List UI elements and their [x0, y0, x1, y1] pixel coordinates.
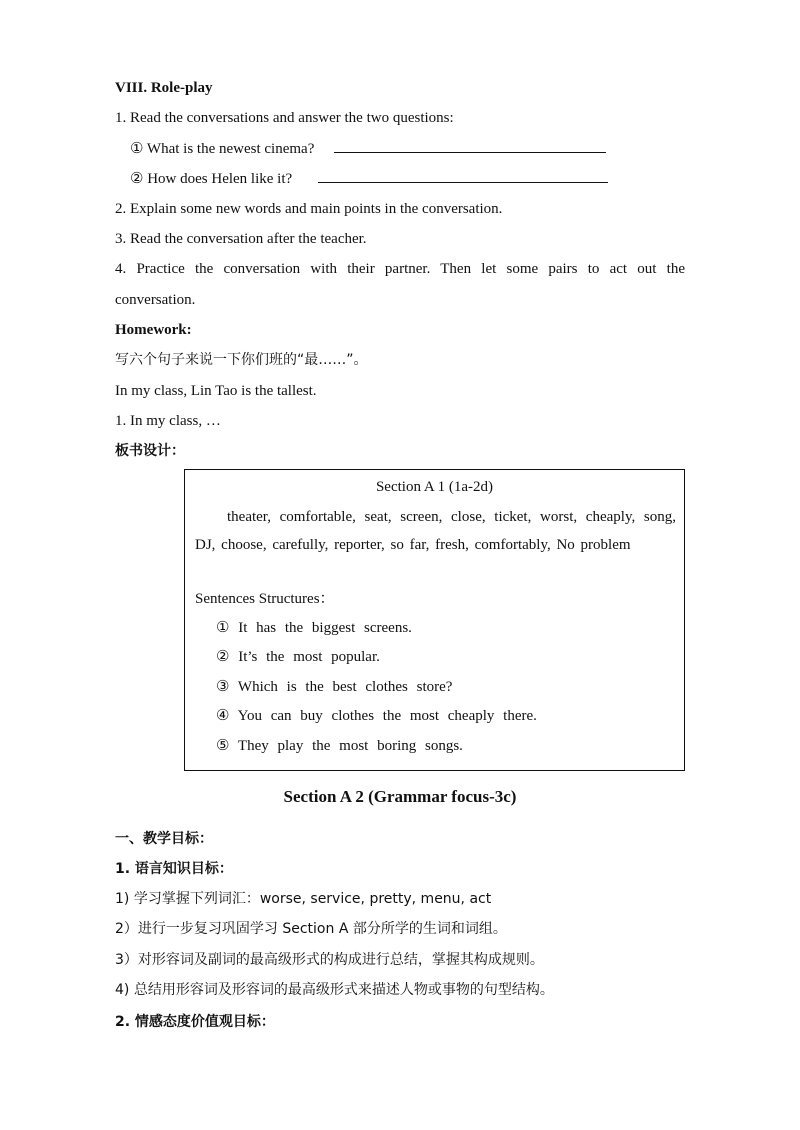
board-vocabulary: theater, comfortable, seat, screen, close, ticket, worst, cheaply, song, DJ, choose, carefully, reporter, so far, fresh, comfortably, No problem [195, 509, 676, 553]
board-sentence: ② It’s the most popular. [216, 649, 380, 665]
language-goals-title: 1. 语言知识目标： [115, 861, 233, 877]
board-design-label: 板书设计： [115, 443, 185, 459]
goal-item-1: 1) 学习掌握下列词汇：worse, service, pretty, menu, act [115, 891, 492, 907]
board-sentence: ① It has the biggest screens. [216, 620, 412, 636]
roleplay-step-1: 1. Read the conversations and answer the two questions: [115, 110, 454, 126]
goal-item-2: 2）进行一步复习巩固学习 Section A 部分所学的生词和词组。 [115, 921, 507, 937]
roleplay-step-3: 3. Read the conversation after the teacher. [115, 231, 367, 247]
board-structures-label: Sentences Structures： [195, 591, 335, 607]
answer-blank-1 [334, 138, 606, 153]
goal-item-4: 4) 总结用形容词及形容词的最高级形式来描述人物或事物的句型结构。 [115, 982, 554, 998]
roleplay-step-4: 4. Practice the conversation with their partner. Then let some pairs to act out the [115, 261, 685, 277]
board-design-box [184, 469, 685, 771]
question-1 [130, 138, 606, 159]
emotion-goals-title: 2. 情感态度价值观目标： [115, 1014, 275, 1030]
board-sentence: ④ You can buy clothes the most cheaply there. [216, 708, 537, 724]
homework-title: Homework: [115, 322, 192, 338]
roleplay-step-4-cont: conversation. [115, 292, 196, 308]
question-1-text: ① What is the newest cinema? [130, 141, 315, 157]
question-2-text: ② How does Helen like it? [130, 171, 293, 187]
answer-blank-2 [318, 168, 608, 183]
homework-instruction: 写六个句子来说一下你们班的“最……”。 [115, 352, 368, 368]
board-sentence: ⑤ They play the most boring songs. [216, 738, 463, 754]
board-title: Section A 1 (1a-2d) [375, 479, 494, 495]
homework-example: In my class, Lin Tao is the tallest. [115, 383, 317, 399]
teaching-goals-title: 一、教学目标： [115, 831, 213, 847]
roleplay-title: VIII. Role-play [115, 80, 213, 96]
section-heading: Section A 2 (Grammar focus-3c) [283, 787, 517, 806]
board-sentence: ③ Which is the best clothes store? [216, 679, 453, 695]
roleplay-step-2: 2. Explain some new words and main points in the conversation. [115, 201, 503, 217]
homework-item-1: 1. In my class, … [115, 413, 221, 429]
goal-item-3: 3）对形容词及副词的最高级形式的构成进行总结，掌握其构成规则。 [115, 952, 544, 968]
question-2 [130, 168, 608, 189]
